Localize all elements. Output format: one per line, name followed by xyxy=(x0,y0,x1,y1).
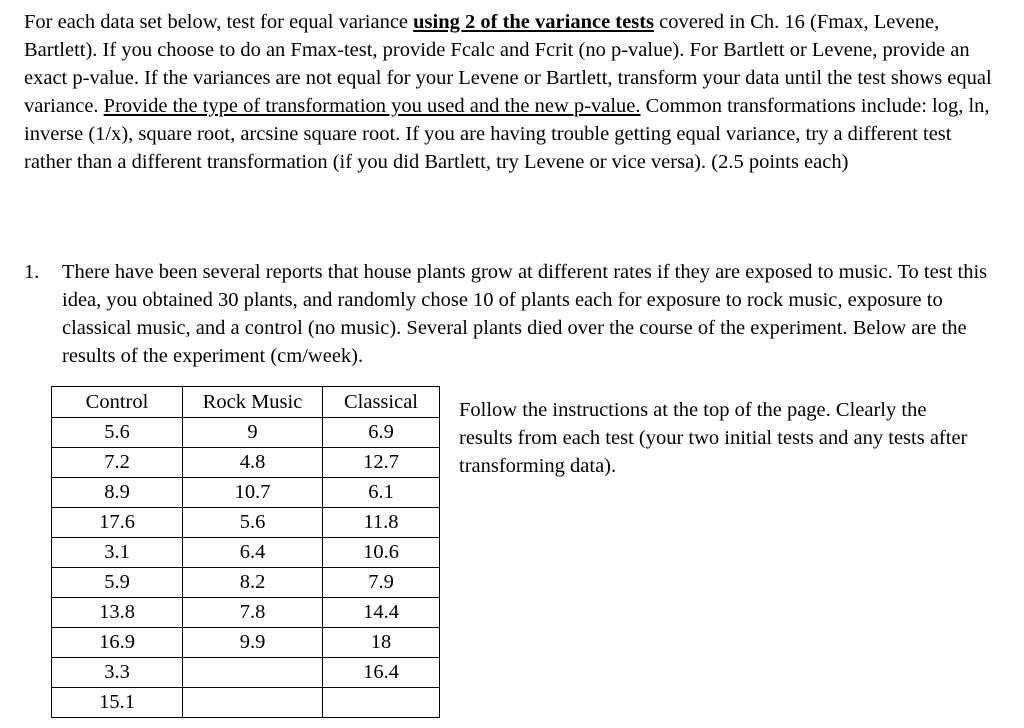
instructions-part1: For each data set below, test for equal variance xyxy=(24,11,414,33)
table-cell: 7.2 xyxy=(52,448,183,478)
table-cell: 4.8 xyxy=(183,448,323,478)
data-table xyxy=(51,386,440,718)
table-cell: 5.6 xyxy=(183,508,323,538)
table-row xyxy=(52,418,440,448)
table-cell: 10.7 xyxy=(183,478,323,508)
table-cell: 8.9 xyxy=(52,478,183,508)
table-cell: 13.8 xyxy=(52,598,183,628)
table-cell: 15.1 xyxy=(52,688,183,718)
table-cell: 7.8 xyxy=(183,598,323,628)
table-row xyxy=(52,628,440,658)
table-cell: 12.7 xyxy=(323,448,440,478)
table-cell: 3.3 xyxy=(52,658,183,688)
table-cell: 7.9 xyxy=(323,568,440,598)
table-cell: 17.6 xyxy=(52,508,183,538)
table-cell: 3.1 xyxy=(52,538,183,568)
table-cell: 16.9 xyxy=(52,628,183,658)
header-control: Control xyxy=(52,387,183,418)
follow-instructions-note: Follow the instructions at the top of the page. Clearly the results from each test (your two initial tests and any tests after transforming data). xyxy=(459,399,968,477)
table-cell: 5.9 xyxy=(52,568,183,598)
table-cell xyxy=(183,688,323,718)
table-cell: 11.8 xyxy=(323,508,440,538)
table-row xyxy=(52,568,440,598)
table-cell: 8.2 xyxy=(183,568,323,598)
table-row xyxy=(52,448,440,478)
table-cell: 18 xyxy=(323,628,440,658)
table-cell: 5.6 xyxy=(52,418,183,448)
instructions-part3: Common transformations include: log, ln, inverse (1/x), square root, arcsine square root. If you are having trouble getting equal variance, try a different test rather than a different transformation (if you did Bartlett, try Levene or vice versa). (2.5 points each) xyxy=(24,95,990,173)
question-1 xyxy=(24,258,1004,370)
instructions-underlined: Provide the type of transformation you used and the new p-value. xyxy=(103,95,641,117)
table-cell: 6.1 xyxy=(323,478,440,508)
header-rock-music: Rock Music xyxy=(183,387,323,418)
table-cell xyxy=(183,658,323,688)
table-cell: 10.6 xyxy=(323,538,440,568)
table-row xyxy=(52,478,440,508)
table-row xyxy=(52,598,440,628)
table-cell xyxy=(323,688,440,718)
question-text: There have been several reports that house plants grow at different rates if they are exposed to music. To test this idea, you obtained 30 plants, and randomly chose 10 of plants each for exposure to rock music, exposure to classical music, and a control (no music). Several plants died over the course of the experiment. Below are the results of the experiment (cm/week). xyxy=(62,261,988,367)
table-cell: 9.9 xyxy=(183,628,323,658)
table-row xyxy=(52,508,440,538)
table-row xyxy=(52,688,440,718)
table-cell: 14.4 xyxy=(323,598,440,628)
instructions-paragraph xyxy=(24,8,1004,176)
table-row xyxy=(52,538,440,568)
question-number: 1. xyxy=(24,261,40,283)
instructions-emphasis: using 2 of the variance tests xyxy=(413,11,654,33)
table-cell: 6.9 xyxy=(323,418,440,448)
header-classical: Classical xyxy=(323,387,440,418)
instructions-part2: covered in Ch. 16 (Fmax, Levene, Bartlett). If you choose to do an Fmax-test, provide Fcalc and Fcrit (no p-value). For Bartlett or Levene, provide an exact p-value. If the variances are not equal for your Levene or Bartlett, transform your data until the test shows equal variance. xyxy=(24,11,992,117)
table-cell: 9 xyxy=(183,418,323,448)
table-header-row xyxy=(52,387,440,418)
table-cell: 6.4 xyxy=(183,538,323,568)
table-cell: 16.4 xyxy=(323,658,440,688)
table-row xyxy=(52,658,440,688)
